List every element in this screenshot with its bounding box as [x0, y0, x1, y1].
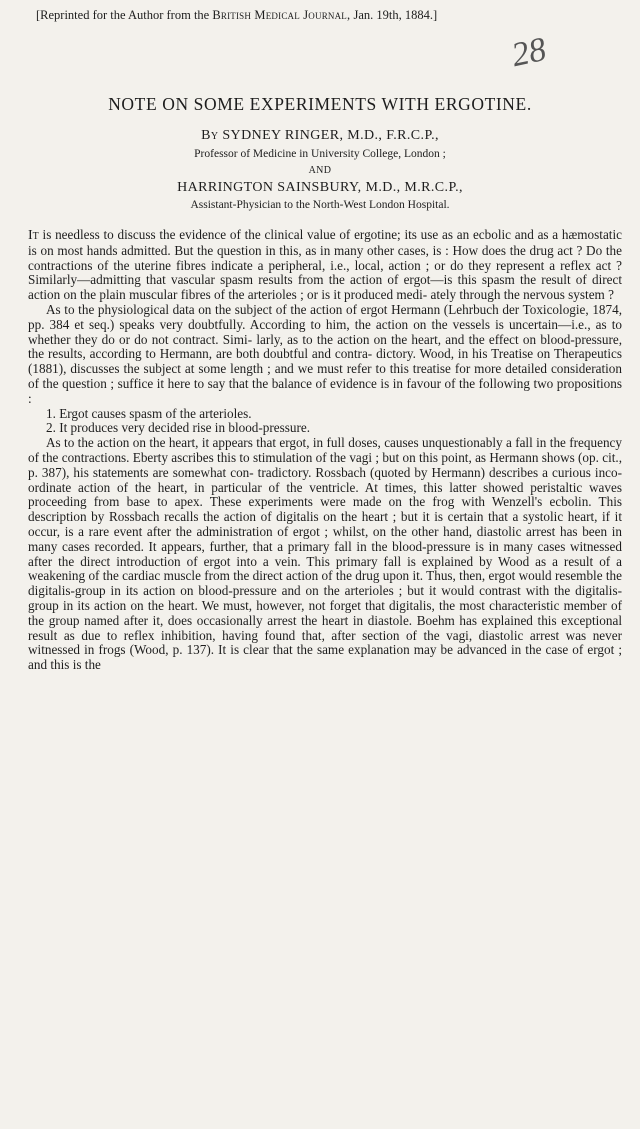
by-label: By	[201, 128, 219, 143]
paragraph-1-lead: It	[28, 228, 39, 243]
paragraph-2: As to the physiological data on the subject of the action of ergot Hermann (Lehrbuch der Toxicologie, 1874, pp. 384 et seq.) speaks very doubtfully. According to him, the action on the vessels is uncertain—i.e., as to whether they do or do not contract. Simi- larly, as to the action on the heart, and the effect on blood-pressure, the results, according to Hermann, are both doubtful and contra- dictory. Wood, in his Treatise on Therapeutics (1881), discusses the subject at some length ; and we must refer to this treatise for more detailed consideration of the question ; suffice it here to say that the balance of evidence is in favour of the following two propositions :	[28, 301, 622, 406]
proposition-1: 1. Ergot causes spasm of the arterioles.	[46, 405, 252, 421]
article-title: NOTE ON SOME EXPERIMENTS WITH ERGOTINE.	[108, 94, 532, 114]
author-2-name: HARRINGTON SAINSBURY, M.D., M.R.C.P.,	[177, 180, 463, 195]
author-1-name: SYDNEY RINGER, M.D., F.R.C.P.,	[222, 128, 439, 143]
author-1-affiliation: Professor of Medicine in University College, London ;	[194, 148, 446, 160]
paragraph-3: As to the action on the heart, it appears that ergot, in full doses, causes unquestionably a fall in the frequency of the contractions. Eberty ascribes this to stimulation of the vagi ; but on this point, as Hermann shows (op. cit., p. 387), his statements are somewhat con- tradictory. Rossbach (quoted by Hermann) describes a curious inco-ordinate action of the heart, in particular of the ventricle. At times, this latter showed peristaltic waves proceeding from base to apex. These experiments were made on the frog with Wenzell's ecbolin. This description by Rossbach recalls the action of digitalis on the heart ; but it is certain that a systolic heart, if it occur, is a rare event after the administration of ergot ; whilst, on the other hand, diastolic arrest has been in many cases recorded. It appears, further, that a primary fall in the blood-pressure is in many cases witnessed after the direct introduction of ergot into a vein. This primary fall is explained by Wood as a result of a weakening of the cardiac muscle from the direct action of the drug upon it. Thus, then, ergot would resemble the digitalis-group in its action on blood-pressure and on the arterioles ; but it would contrast with the digitalis-group in its action on the heart. We must, however, not forget that digitalis, the most characteristic member of the group named after it, does occasionally arrest the heart in diastole. Boehm has explained this exceptional result as due to reflex inhibition, having found that, after section of the vagi, diastolic arrest was never witnessed in frogs (Wood, p. 137). It is clear that the same explanation may be advanced in the case of ergot ; and this is the	[28, 435, 622, 673]
paragraph-1	[28, 228, 622, 303]
reprint-header-prefix: [Reprinted for the Author from the	[36, 8, 210, 22]
and-separator: AND	[308, 165, 332, 176]
author-2-affiliation: Assistant-Physician to the North-West London Hospital.	[190, 199, 450, 211]
article-body	[28, 228, 622, 673]
journal-name: British Medical Journal,	[212, 8, 351, 22]
reprint-date: Jan. 19th, 1884.]	[353, 8, 438, 22]
author-line-1	[0, 128, 640, 144]
handwritten-page-number: 28	[508, 30, 550, 75]
paragraph-1-text: is needless to discuss the evidence of the clinical value of ergotine; its use as an ecbolic and as a hæmostatic is on most hands admitted. But the question in this, as in many other cases, is : How does the drug act ? Do the contractions of the uterine fibres indicate a peripheral, i.e., local, action ; or do they represent a reflex act ? Similarly—admitting that vascular spasm results from the action of ergot—is this spasm the result of direct action on the plain muscular fibres of the arterioles ; or is it produced medi- ately through the nervous system ?	[28, 227, 622, 303]
reprint-header	[36, 8, 636, 23]
proposition-2: 2. It produces very decided rise in blood-pressure.	[46, 420, 311, 436]
